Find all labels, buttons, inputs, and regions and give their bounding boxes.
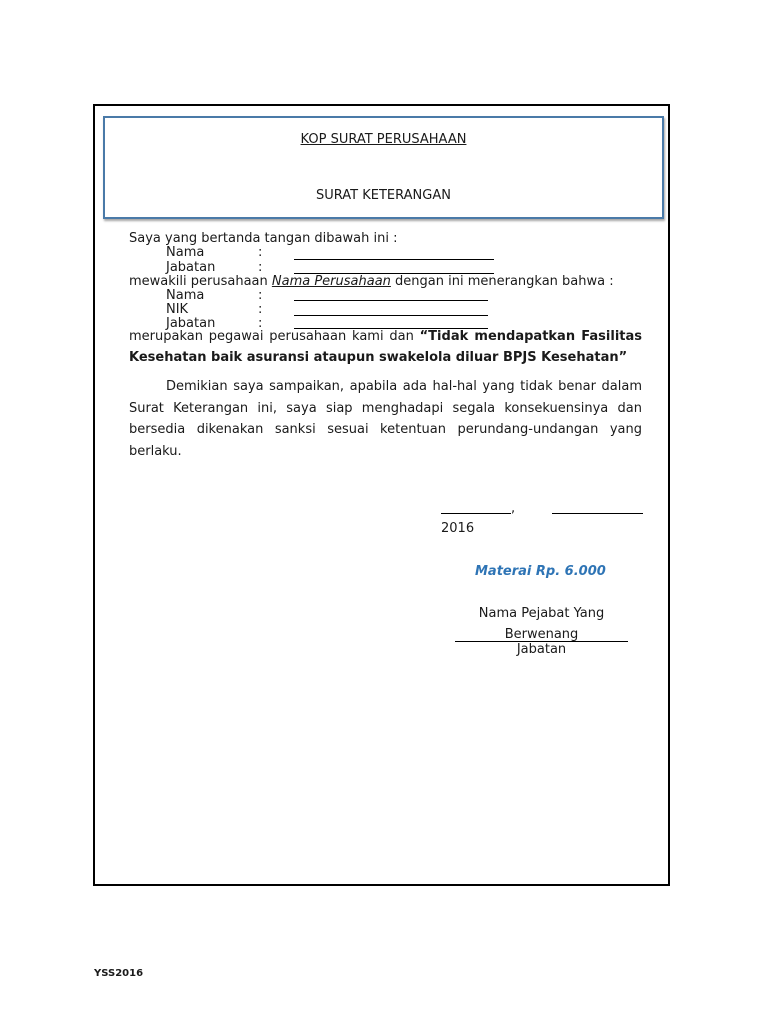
employee-nik-colon: :	[258, 302, 263, 317]
employee-name-colon: :	[258, 288, 263, 303]
date-blank-1	[441, 513, 511, 514]
signer-position-text: Jabatan	[516, 642, 567, 657]
statement-bold-2: Kesehatan baik asuransi ataupun swakelola diluar BPJS Kesehatan”	[129, 350, 628, 365]
company-line-suffix: dengan ini menerangkan bahwa :	[390, 274, 614, 289]
signer-name-colon: :	[258, 245, 263, 260]
employee-position-label: Jabatan	[166, 316, 216, 331]
letterhead-title: KOP SURAT PERUSAHAAN	[300, 132, 467, 147]
signer-name-blank	[294, 259, 494, 260]
letter-title: SURAT KETERANGAN	[316, 188, 451, 203]
company-line-prefix: mewakili perusahaan	[129, 274, 272, 289]
date-blank-2	[552, 513, 643, 514]
closing-paragraph: Demikian saya sampaikan, apabila ada hal-hal yang tidak benar dalam Surat Keterangan ini, saya siap menghadapi segala konsekuensinya dan bersedia dikenakan sanksi sesuai ketentuan perundang-undangan yang berlaku.	[129, 379, 642, 459]
signer-name-line1: Nama Pejabat Yang	[478, 606, 605, 621]
signer-position-label: Jabatan	[166, 260, 216, 275]
footer-code: YSS2016	[94, 968, 144, 979]
signer-name-line2: Berwenang	[504, 627, 579, 642]
employee-position-colon: :	[258, 316, 263, 331]
materai-stamp-text: Materai Rp. 6.000	[475, 564, 606, 579]
statement-prefix: merupakan pegawai perusahaan kami dan	[129, 329, 420, 344]
company-line	[129, 274, 614, 289]
employee-name-label: Nama	[166, 288, 205, 303]
employee-nik-label: NIK	[166, 302, 189, 317]
signer-name-label: Nama	[166, 245, 205, 260]
date-comma: ,	[511, 501, 516, 516]
statement-line-1	[129, 329, 642, 344]
intro-text: Saya yang bertanda tangan dibawah ini :	[129, 231, 398, 246]
employee-nik-blank	[294, 315, 488, 316]
statement-bold-1: “Tidak mendapatkan Fasilitas	[419, 329, 643, 344]
employee-name-blank	[294, 300, 488, 301]
company-name-placeholder: Nama Perusahaan	[271, 274, 391, 289]
signer-position-colon: :	[258, 260, 263, 275]
document-frame	[93, 104, 670, 886]
date-year: 2016	[441, 521, 475, 536]
